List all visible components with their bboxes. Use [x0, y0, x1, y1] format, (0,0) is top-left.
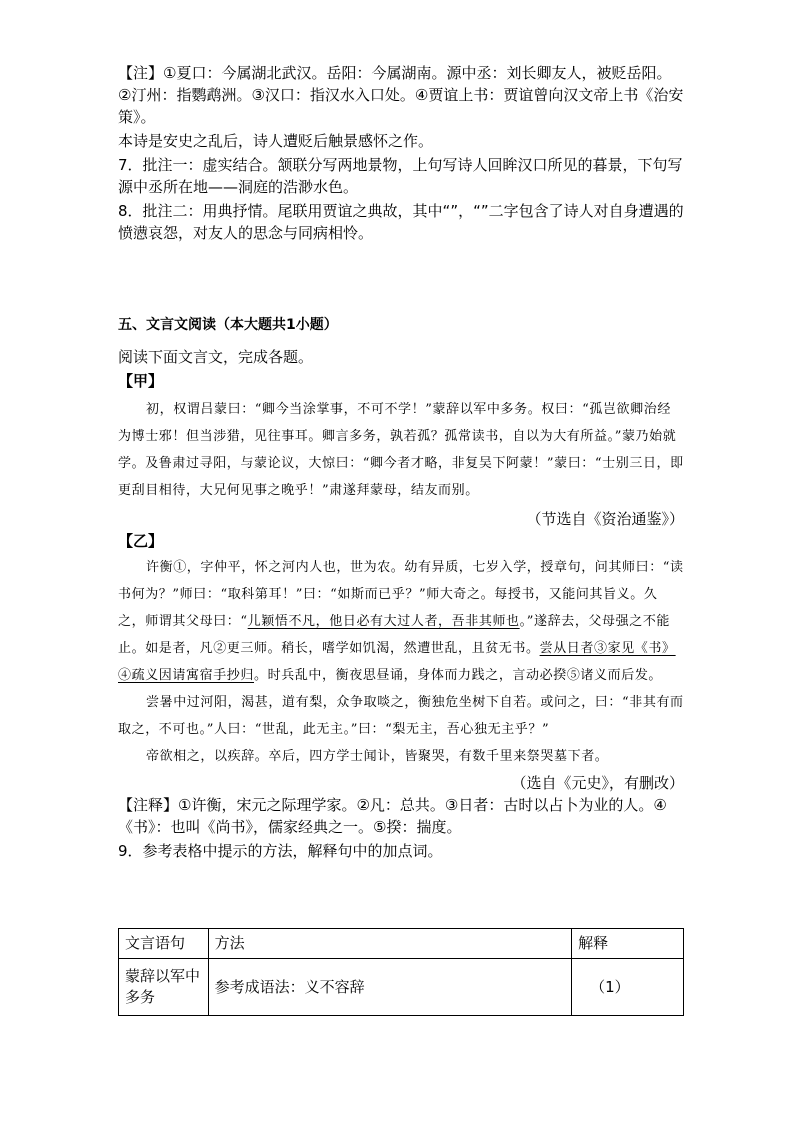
- notes-line: 本诗是安史之乱后，诗人遭贬后触景感怀之作。: [118, 132, 434, 150]
- passage-yi-paragraph: 尝暑中过河阳，渴甚，道有梨，众争取啖之，衡独危坐树下自若。或问之，曰：“非其有而取之，不可也。”人曰：“世乱，此无主。”曰：“梨无主，吾心独无主乎？”: [118, 695, 684, 737]
- table-row: [119, 959, 684, 1016]
- question-8: 8．批注二：用典抒情。尾联用贾谊之典故，其中“”，“”二字包含了诗人对自身遭遇的愤懑哀怨，对友人的思念与同病相怜。: [118, 202, 684, 242]
- poem-notes: [118, 62, 684, 244]
- passage-jia-source: （节选自《资治通鉴》）: [526, 510, 684, 528]
- section-5: [118, 314, 684, 862]
- passage-yi-label: 【乙】: [118, 532, 164, 550]
- question-7: 7．批注一：虚实结合。颔联分写两地景物，上句写诗人回眸汉口所见的暮景，下句写源中丞所在地——洞庭的浩渺水色。: [118, 156, 683, 196]
- underlined-sentence: 儿颖悟不凡，他日必有大过人者，吾非其师也: [247, 614, 520, 629]
- table-cell: 蒙辞以军中多务: [119, 959, 209, 1016]
- annotation: 【注释】①许衡，宋元之际理学家。②凡：总共。③日者：古时以占卜为业的人。④《书》：也叫《尚书》，儒家经典之一。⑤揆：揣度。: [118, 796, 667, 836]
- table-header: 文言语句: [119, 929, 209, 959]
- passage-yi-source: （选自《元史》，有删改）: [511, 774, 684, 792]
- passage-yi-text: 。时兵乱中，衡夜思昼诵，身体而力践之，言动必揆⑤诸义而后发。: [254, 668, 663, 683]
- table-header-row: [119, 929, 684, 959]
- passage-yi-paragraph: 帝欲相之，以疾辞。卒后，四方学士闻讣，皆聚哭，有数千里来祭哭墓下者。: [146, 749, 609, 764]
- table-cell: 参考成语法：义不容辞: [208, 959, 572, 1016]
- passage-jia-text: 初，权谓吕蒙曰：“卿今当涂掌事，不可不学！”蒙辞以军中多务。权曰：“孤岂欲卿治经为博士邪！但当涉猎，见往事耳。卿言多务，孰若孤？孤常读书，自以为大有所益。”蒙乃始就学。及鲁肃过寻阳，与蒙论议，大惊曰：“卿今者才略，非复吴下阿蒙！”蒙曰：“士别三日，即更刮目相待，大兄何见事之晚乎！”肃遂拜蒙母，结友而别。: [118, 402, 684, 498]
- answer-table-wrapper: [118, 928, 684, 1016]
- question-9: 9．参考表格中提示的方法，解释句中的加点词。: [118, 842, 443, 860]
- passage-yi-text: 许衡①，字仲平，怀之河内人也，世为农。幼有异质，七岁入学，授章句，问其师曰：“读书何为？”师曰：“取科第耳！”曰：“如斯而已乎？”师大奇之。每授书，又能问其旨义。久之，师谓其父母曰：“: [118, 560, 684, 629]
- passage-yi-text: 。”遂辞去，父母强之不能止。如是者，凡②更三师。稍长，嗜学如饥渴，然遭世乱，且贫无书。: [118, 614, 671, 656]
- passage-jia-label: 【甲】: [118, 372, 164, 390]
- answer-table: [118, 928, 684, 1016]
- underlined-sentence: 尝从日者③家见《书》④疏义因请寓宿手抄归: [118, 641, 676, 683]
- notes-line: 【注】①夏口：今属湖北武汉。岳阳：今属湖南。源中丞：刘长卿友人，被贬岳阳。②汀州：指鹦鹉洲。③汉口：指汉水入口处。④贾谊上书：贾谊曾向汉文帝上书《治安策》。: [118, 64, 684, 126]
- section-title: 五、文言文阅读（本大题共1小题）: [118, 317, 338, 333]
- section-instruction: 阅读下面文言文，完成各题。: [118, 348, 314, 366]
- answer-blank[interactable]: （1）: [572, 959, 684, 1016]
- table-header: 解释: [572, 929, 684, 959]
- passage-yi-paragraph: [118, 554, 684, 689]
- table-header: 方法: [208, 929, 572, 959]
